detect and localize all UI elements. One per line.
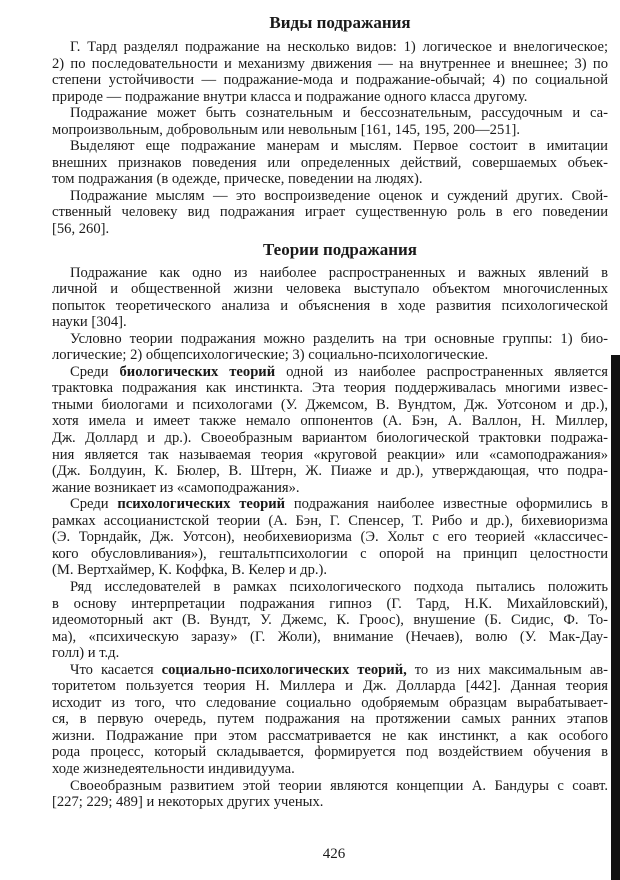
paragraph xyxy=(52,579,608,662)
text-segment: кого обусловливания»), гештальтпсихологии с опорой на принцип целостности xyxy=(52,545,608,562)
text-segment: идеомоторный акт (В. Вундт, У. Джемс, К. Гроос), внушение (Б. Сидис, Ф. То- xyxy=(52,612,608,629)
bold-term: психологических теорий xyxy=(117,496,286,513)
text-line xyxy=(52,596,608,613)
paragraph xyxy=(52,364,608,496)
text-line xyxy=(52,678,608,695)
text-line xyxy=(52,105,608,122)
section-title-theories-of-imitation: Теории подражания xyxy=(262,239,417,259)
text-segment: голл) и т.д. xyxy=(52,645,120,662)
text-line xyxy=(52,430,608,447)
text-segment: Подражание может быть сознательным и бессознательным, рассудочным и са- xyxy=(70,105,608,122)
text-line xyxy=(52,480,608,497)
text-line xyxy=(52,463,608,480)
text-line xyxy=(52,529,608,546)
text-line xyxy=(52,629,608,646)
text-segment: ма), «психическую заразу» (Г. Жоли), внимание (Нечаев), волю (У. Мак-Дау- xyxy=(52,628,608,645)
text-line xyxy=(52,711,608,728)
text-segment: Выделяют еще подражание манерам и мыслям. Первое состоит в имитации xyxy=(70,138,608,155)
text-segment: попыток теоретического анализа и объяснения в ходе развития психологической xyxy=(52,297,608,314)
text-line xyxy=(52,513,608,530)
text-line xyxy=(52,56,608,73)
text-line xyxy=(52,744,608,761)
page-number: 426 xyxy=(322,846,346,862)
text-line xyxy=(52,546,608,563)
text-line xyxy=(52,298,608,315)
text-line xyxy=(52,89,608,106)
text-segment: рамках ассоцианистской теории (А. Бэн, Г. Спенсер, Т. Рибо и др.), бихевиоризма xyxy=(52,512,608,529)
text-segment: Подражание мыслям — это воспроизведение оценок и суждений других. Свой- xyxy=(70,187,608,204)
text-segment: Г. Тард разделял подражание на несколько видов: 1) логическое и внелогическое; xyxy=(70,39,608,55)
text-segment: Среди xyxy=(70,496,118,513)
text-line xyxy=(52,413,608,430)
text-line xyxy=(52,138,608,155)
text-segment: Среди xyxy=(70,363,120,380)
text-segment: мопроизвольным, добровольным или невольным [161, 145, 195, 200—251]. xyxy=(52,121,521,138)
text-segment: одной из наиболее распространенных является xyxy=(275,363,608,380)
text-segment: логические; 2) общепсихологические; 3) социально-психологические. xyxy=(52,347,489,364)
bold-term: биологических теорий xyxy=(119,363,276,380)
text-line xyxy=(52,645,608,662)
text-segment: 2) по последовательности и механизму движения — на внутреннее и внешнее; 3) по xyxy=(52,55,608,72)
text-line xyxy=(52,314,608,331)
text-line xyxy=(52,331,608,348)
text-line xyxy=(52,72,608,89)
paragraph xyxy=(52,662,608,778)
text-line xyxy=(52,662,608,679)
text-segment: (Дж. Болдуин, К. Бюлер, В. Штерн, Ж. Пиаже и др.), утверждающая, что подра- xyxy=(52,463,608,480)
text-line xyxy=(52,562,608,579)
text-line xyxy=(52,188,608,205)
text-line xyxy=(52,171,608,188)
text-segment: Ряд исследователей в рамках психологического подхода пытались положить xyxy=(70,578,608,595)
text-segment: ственный человеку вид подражания играет существенную роль в его поведении xyxy=(52,204,608,221)
text-segment: природе — подражание внутри класса и подражание одного класса другому. xyxy=(52,88,528,105)
text-line xyxy=(52,364,608,381)
text-line xyxy=(52,778,608,795)
text-line xyxy=(52,281,608,298)
text-segment: личной и общественной жизни человека выступало объектом многочисленных xyxy=(52,281,608,298)
section-body-types-of-imitation xyxy=(52,39,608,238)
text-line xyxy=(52,397,608,414)
text-segment: внешних признаков поведения или определенных действий, совершаемых объек- xyxy=(52,154,608,171)
text-line xyxy=(52,579,608,596)
text-segment: [56, 260]. xyxy=(52,221,110,238)
text-segment: Условно теории подражания можно разделить на три основные группы: 1) био- xyxy=(70,330,608,347)
text-line xyxy=(52,39,608,56)
text-segment: рода процесс, который складывается, формируется под воздействием обучения в xyxy=(52,744,608,761)
text-segment: жание возникает из «самоподражания». xyxy=(52,479,300,496)
text-segment: хотя имела и имеет также немало оппонентов (А. Бэн, А. Валлон, Н. Миллер, xyxy=(52,413,608,430)
text-line xyxy=(52,155,608,172)
text-segment: в основу интерпретации подражания гипноз (Г. Тард, Н.К. Михайловский), xyxy=(52,595,608,612)
text-segment: торитетом пользуется теория Н. Миллера и Дж. Долларда [442]. Данная теория xyxy=(52,678,608,695)
paragraph xyxy=(52,138,608,188)
bold-term: социально-психологических теорий, xyxy=(161,661,407,678)
text-line xyxy=(52,447,608,464)
text-segment: (Э. Торндайк, Дж. Уотсон), необихевиоризма (Э. Хольт с его теорией «классичес- xyxy=(52,529,608,546)
text-segment: ния является так называемая теория «круговой реакции» или «самоподражания» xyxy=(52,446,608,463)
text-segment: Дж. Доллард и др.). Своеобразным вариантом биологической трактовки подража- xyxy=(52,430,608,447)
text-line xyxy=(52,695,608,712)
text-segment: ся, в первую очередь, путем подражания на протяжении самых ранних этапов xyxy=(52,711,608,728)
paragraph xyxy=(52,105,608,138)
text-segment: Своеобразным развитием этой теории являются концепции А. Бандуры с соавт. xyxy=(70,777,608,794)
text-segment: степени устойчивости — подражание-мода и подражание-обычай; 4) по социальной xyxy=(52,72,608,89)
paragraph xyxy=(52,265,608,331)
text-segment: тными биологами и психологами (У. Джемсом, В. Вундтом, Дж. Уотсоном и др.), xyxy=(52,396,608,413)
text-segment: науки [304]. xyxy=(52,314,127,331)
text-line xyxy=(52,122,608,139)
text-segment: трактовка подражания как инстинкта. Эта теория поддерживалась многими извес- xyxy=(52,380,608,397)
text-line xyxy=(52,265,608,282)
text-segment: Что касается xyxy=(70,661,162,678)
scan-edge-shadow xyxy=(611,355,620,880)
section-body-theories-of-imitation xyxy=(52,265,608,811)
text-line xyxy=(52,794,608,811)
text-line xyxy=(52,496,608,513)
text-segment: том подражания (в одежде, прическе, поведении на людях). xyxy=(52,171,423,188)
text-line xyxy=(52,204,608,221)
text-segment: подражания наиболее известные оформились в xyxy=(285,496,608,513)
text-line xyxy=(52,347,608,364)
paragraph xyxy=(52,331,608,364)
text-line xyxy=(52,761,608,778)
paragraph xyxy=(52,778,608,811)
paragraph xyxy=(52,188,608,238)
text-segment: ходе жизнедеятельности индивидуума. xyxy=(52,760,295,777)
text-segment: жизни. Подражание при этом рассматривается не как инстинкт, а как особого xyxy=(52,727,608,744)
text-line xyxy=(52,221,608,238)
text-segment: [227; 229; 489] и некоторых других ученых. xyxy=(52,794,324,811)
text-segment: то из них максимальным ав- xyxy=(406,661,608,678)
paragraph xyxy=(52,496,608,579)
page-body xyxy=(52,12,608,811)
text-line xyxy=(52,612,608,629)
text-line xyxy=(52,728,608,745)
text-segment: Подражание как одно из наиболее распространенных и важных явлений в xyxy=(70,264,608,281)
text-segment: (М. Вертхаймер, К. Коффка, В. Келер и др.). xyxy=(52,562,328,579)
text-line xyxy=(52,380,608,397)
text-segment: исходит из того, что следование социально одобряемым образцам вырабатывает- xyxy=(52,694,608,711)
paragraph xyxy=(52,39,608,105)
section-title-types-of-imitation: Виды подражания xyxy=(269,13,411,32)
